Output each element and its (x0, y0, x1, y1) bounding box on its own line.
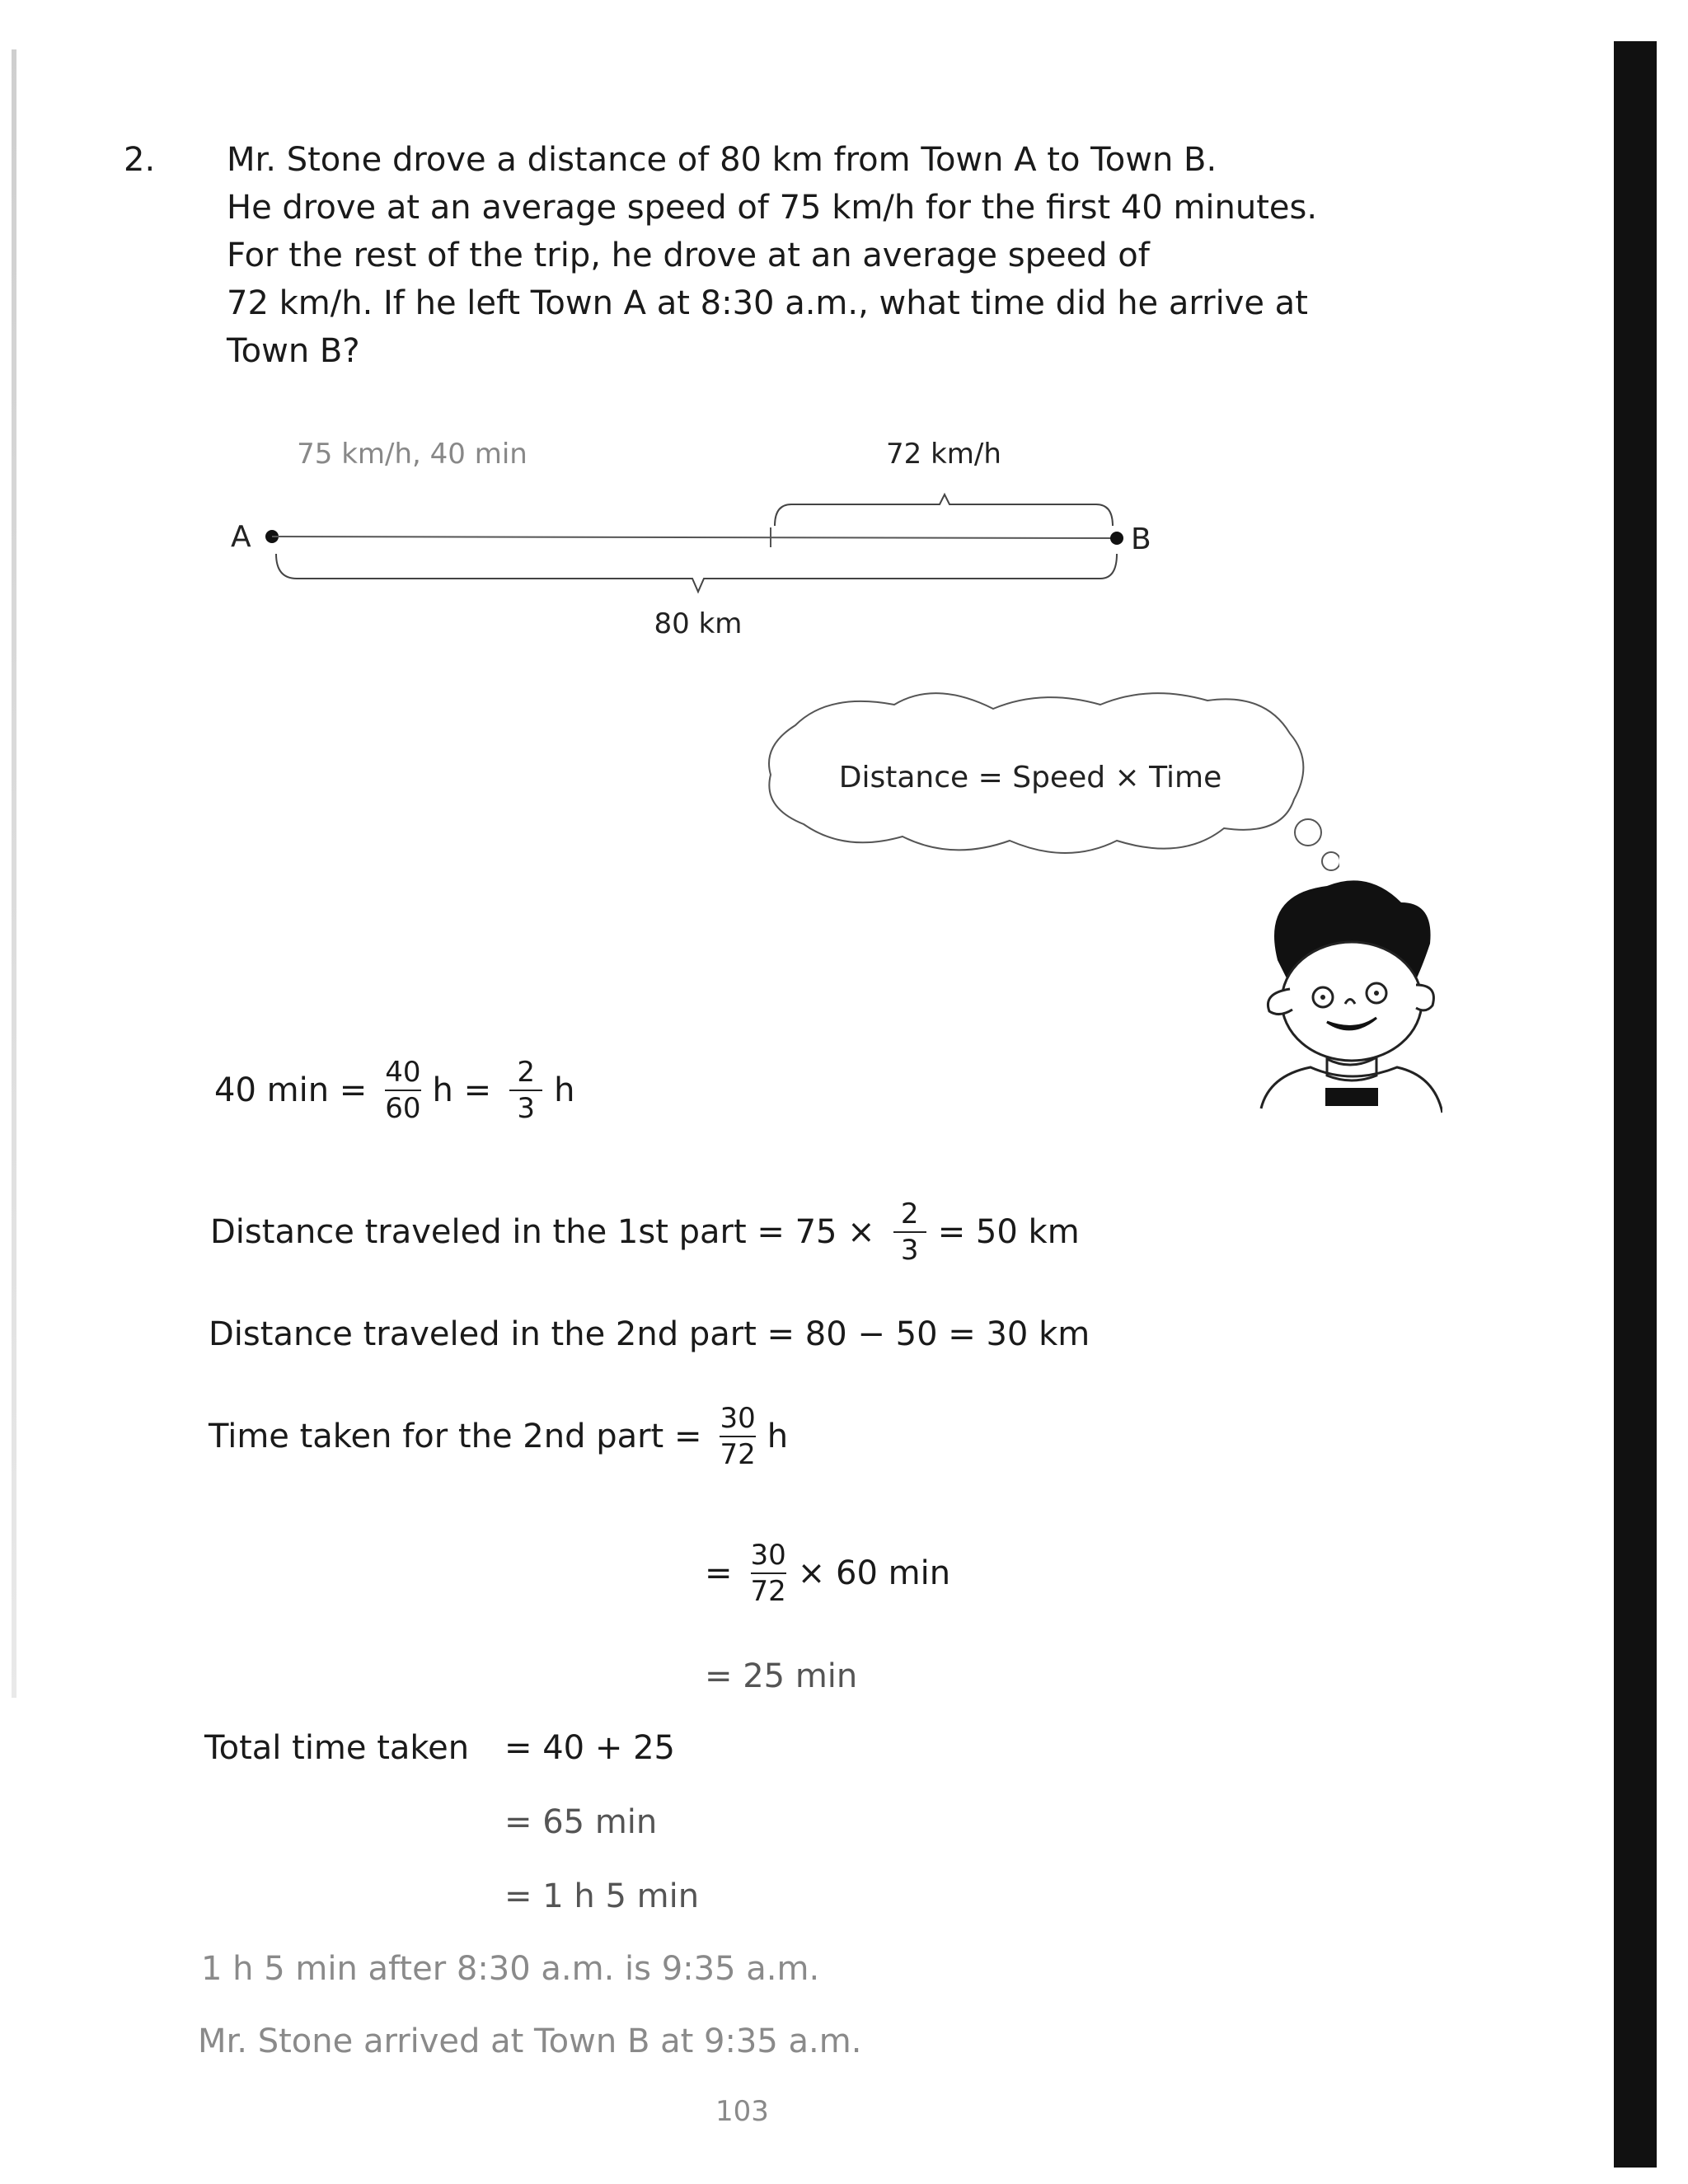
time2b-right: × 60 min (797, 1554, 951, 1592)
time2-unit: h (767, 1418, 789, 1455)
denominator: 72 (720, 1438, 756, 1471)
fraction-30-72 (751, 1538, 786, 1609)
right-ear (1416, 985, 1433, 1010)
thought-dot-small (1322, 852, 1339, 870)
time2-left: Time taken for the 2nd part = (209, 1418, 702, 1455)
boy-illustration (1245, 869, 1442, 1117)
denominator: 60 (385, 1092, 421, 1125)
time-second-part-min (705, 1538, 962, 1609)
distance-second-part: Distance traveled in the 2nd part = 80 − 50 = 30 km (209, 1315, 1090, 1353)
denominator: 72 (750, 1575, 786, 1608)
distance-diagram (214, 429, 1187, 659)
total-time-step3: = 1 h 5 min (504, 1877, 700, 1915)
problem-line: Mr. Stone drove a distance of 80 km from Town A to Town B. (227, 141, 1217, 179)
time-second-result: = 25 min (705, 1657, 858, 1695)
time-second-part (209, 1401, 799, 1472)
conversion-mid: h = (432, 1071, 492, 1109)
problem-line: 72 km/h. If he left Town A at 8:30 a.m., what time did he arrive at (227, 284, 1308, 322)
label-second-part: 72 km/h (886, 438, 1001, 471)
final-answer: Mr. Stone arrived at Town B at 9:35 a.m. (198, 2022, 862, 2060)
numerator: 2 (900, 1197, 919, 1230)
binding-edge (1614, 41, 1657, 2168)
total-time-step2: = 65 min (504, 1803, 658, 1841)
arrival-calculation: 1 h 5 min after 8:30 a.m. is 9:35 a.m. (201, 1950, 820, 1988)
conversion-line (214, 1055, 587, 1126)
point-a-label: A (231, 520, 251, 554)
problem-number: 2. (124, 141, 156, 179)
total-time-step1: = 40 + 25 (504, 1729, 675, 1767)
dist1-right: = 50 km (937, 1213, 1080, 1251)
problem-line: For the rest of the trip, he drove at an average speed of (227, 237, 1150, 274)
equals: = (705, 1554, 733, 1592)
fraction-30-72 (720, 1401, 755, 1472)
label-total: 80 km (654, 607, 743, 640)
problem-text (227, 136, 1317, 375)
dist1-left: Distance traveled in the 1st part = 75 × (210, 1213, 875, 1251)
face (1282, 942, 1422, 1061)
fraction-40-60 (385, 1055, 420, 1126)
fraction-2-3 (893, 1197, 926, 1268)
page-edge (12, 49, 16, 1698)
thought-dot-large (1295, 819, 1321, 846)
formula-text: Distance = Speed × Time (838, 761, 1222, 794)
denominator: 3 (517, 1092, 535, 1125)
thought-bubble (746, 684, 1339, 882)
brace-second-part (775, 494, 1113, 526)
brace-total (276, 554, 1117, 592)
conversion-left: 40 min = (214, 1071, 368, 1109)
shirt-patch (1325, 1088, 1378, 1106)
numerator: 2 (517, 1056, 535, 1089)
total-time-label: Total time taken (204, 1729, 470, 1767)
problem-line: Town B? (227, 332, 360, 370)
fraction-2-3 (509, 1055, 542, 1126)
route-line (272, 537, 1117, 538)
conversion-unit: h (554, 1071, 575, 1109)
left-ear (1268, 989, 1292, 1015)
numerator: 30 (750, 1539, 786, 1572)
point-b-label: B (1131, 523, 1151, 556)
denominator: 3 (900, 1234, 919, 1267)
distance-first-part (210, 1197, 1091, 1268)
numerator: 40 (385, 1056, 421, 1089)
point-b-dot (1110, 532, 1123, 545)
page-number: 103 (715, 2095, 769, 2128)
problem-line: He drove at an average speed of 75 km/h for the first 40 minutes. (227, 189, 1318, 227)
numerator: 30 (720, 1402, 756, 1435)
label-first-part: 75 km/h, 40 min (297, 438, 528, 471)
